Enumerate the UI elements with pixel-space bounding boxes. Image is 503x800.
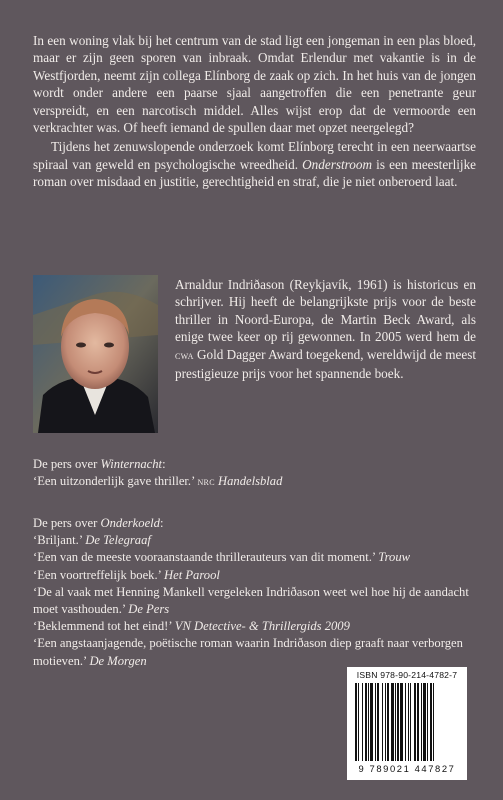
press-book-title: Winternacht: [100, 457, 163, 471]
barcode-digits: 9 789021 447827: [358, 763, 456, 774]
author-bio-cwa: cwa: [175, 349, 194, 362]
press-heading: [33, 456, 483, 473]
press-quote: [33, 584, 483, 618]
press-quote: [33, 473, 483, 491]
blurb-paragraph-1: In een woning vlak bij het centrum van de stad ligt een jongeman in een plas bloed, maar er zijn geen sporen van inbraak. Omdat Erlendur met vakantie is in de Westfjorden, neemt zijn collega Elínborg de zaak op zich. In het huis van de jongen wordt onder andere een paarse sjaal aangetroffen die een penetrante geur verspreidt, en een narcotisch middel. Alles wijst erop dat de vermoorde een verkrachter was. Of heeft iemand de spullen daar met opzet neergelegd?: [33, 33, 476, 136]
press-quote-source: De Morgen: [89, 653, 147, 668]
blurb-p2-a: Tijdens het zenuwslopende onderzoek komt Elínborg terecht in een neerwaartse spiraal van geweld en psychologische wreedheid.: [33, 139, 476, 172]
author-bio-a: Arnaldur Indriðason (Reykjavík, 1961) is historicus en schrijver. Hij heeft de belangrijkste prijs voor de beste thriller in Noord-Europa, de Martin Beck Award, als enige twee keer op rij gewonnen. In 2005 werd hem de: [175, 277, 476, 345]
press-heading: [33, 515, 483, 532]
author-photo: [33, 275, 158, 433]
press-heading-suffix: :: [159, 516, 164, 530]
press-heading-text: De pers over: [33, 457, 98, 471]
press-quote-source: VN Detective- & Thrillergids 2009: [174, 619, 350, 634]
blurb-paragraph-2: [33, 138, 476, 190]
press-quote-text: ‘Een voortreffelijk boek.’: [33, 567, 161, 582]
blurb-book-title: Onderstroom: [302, 156, 373, 172]
back-cover-blurb: [33, 32, 476, 191]
press-quote-source: Het Parool: [164, 567, 220, 582]
press-quote-text: ‘De al vaak met Henning Mankell vergeleken Indriðason weet wel hoe hij de aandacht moet vasthouden.’: [33, 584, 469, 617]
press-heading-text: De pers over: [33, 516, 98, 530]
author-bio: [175, 276, 476, 382]
press-book-title: Onderkoeld: [100, 516, 160, 530]
press-quote-text: ‘Een van de meeste vooraanstaande thrillerauteurs van dit moment.’: [33, 550, 376, 565]
press-quote-source: De Telegraaf: [85, 533, 151, 548]
press-quote-text: ‘Briljant.’: [33, 533, 83, 548]
press-quote-text: ‘Een angstaanjagende, poëtische roman waarin Indriðason diep graaft naar verborgen motieven.’: [33, 636, 463, 668]
barcode-image: [353, 683, 461, 761]
press-quote: [33, 549, 483, 566]
author-bio-b: Gold Dagger Award toegekend, wereldwijd de meest prestigieuze prijs voor het spannende boek.: [175, 346, 476, 382]
isbn-barcode: [347, 667, 467, 780]
press-quote-source: De Pers: [128, 602, 170, 617]
press-quote: [33, 635, 483, 669]
isbn-label: ISBN 978-90-214-4782-7: [356, 670, 458, 680]
press-quote-source: Handelsblad: [218, 474, 283, 489]
press-quote-source-sc: nrc: [197, 476, 215, 489]
blurb-p2-b: is een meesterlijke roman over misdaad en justitie, gerechtigheid en straf, die je niet onberoerd laat.: [33, 156, 477, 190]
press-heading-suffix: :: [162, 457, 166, 471]
press-section-onderkoeld: [33, 515, 483, 670]
author-portrait-image: [33, 275, 158, 433]
press-quote-text: ‘Een uitzonderlijk gave thriller.’: [33, 474, 195, 489]
press-quote: [33, 618, 483, 635]
press-quote-text: ‘Beklemmend tot het eind!’: [33, 619, 172, 634]
press-section-winternacht: [33, 456, 483, 491]
press-quote-source: Trouw: [378, 550, 411, 565]
press-quote: [33, 567, 483, 584]
press-quote: [33, 532, 483, 549]
